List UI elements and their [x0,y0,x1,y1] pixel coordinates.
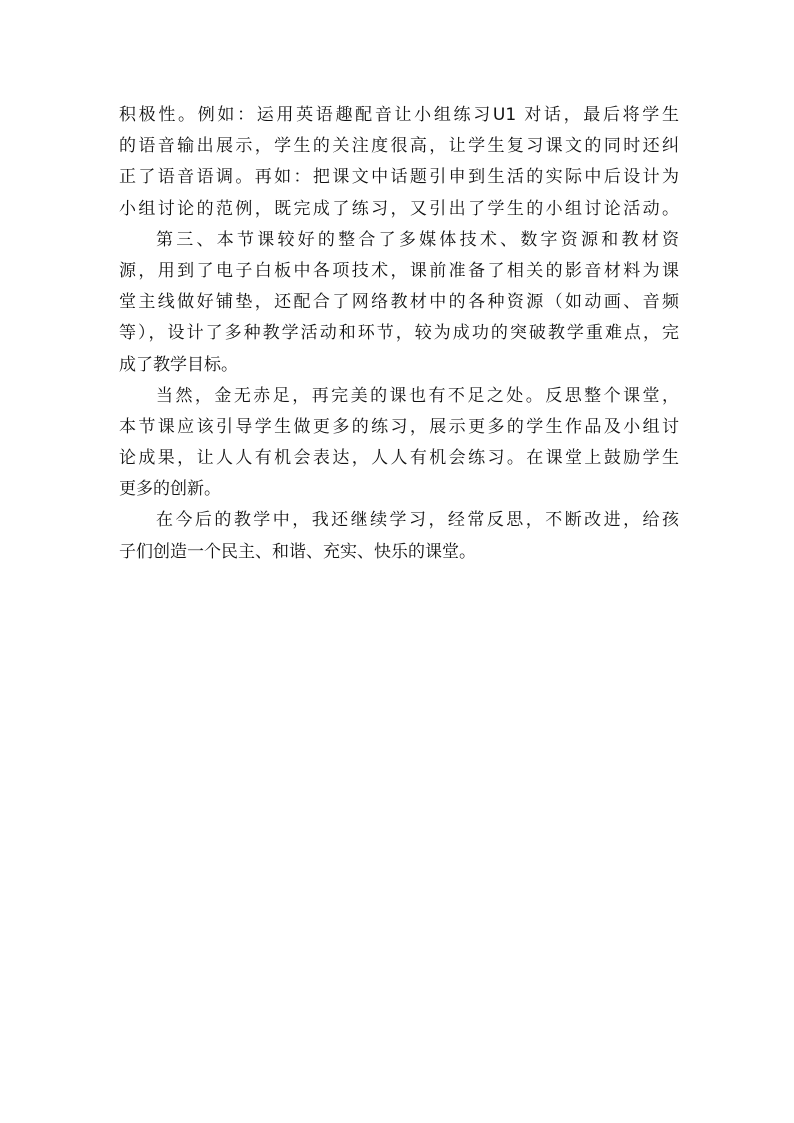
text-line: 小组讨论的范例，既完成了练习，又引出了学生的小组讨论活动。 [119,198,679,219]
text-line: 积极性。例如：运用英语趣配音让小组练习U1 对话，最后将学生 [119,105,679,125]
text-line: 第三、本节课较好的整合了多媒体技术、数字资源和教材资 [156,229,679,250]
text-line: 正了语音语调。再如：把课文中话题引申到生活的实际中后设计为 [119,167,679,188]
text-line: 子们创造一个民主、和谐、充实、快乐的课堂。 [119,541,476,562]
text-line: 源，用到了电子白板中各项技术，课前准备了相关的影音材料为课 [119,260,679,281]
text-line: 堂主线做好铺垫，还配合了网络教材中的各种资源（如动画、音频 [119,292,679,313]
body-text [119,100,679,568]
text-line: 成了教学目标。 [119,354,238,375]
text-line: 在今后的教学中，我还继续学习，经常反思，不断改进，给孩 [156,510,679,531]
text-line: 等），设计了多种教学活动和环节，较为成功的突破教学重难点，完 [119,323,679,344]
text-line: 本节课应该引导学生做更多的练习，展示更多的学生作品及小组讨 [119,416,679,437]
text-line: 更多的创新。 [119,479,221,500]
text-line: 论成果，让人人有机会表达，人人有机会练习。在课堂上鼓励学生 [119,448,679,469]
text-line: 当然，金无赤足，再完美的课也有不足之处。反思整个课堂， [156,385,679,406]
text-line: 的语音输出展示，学生的关注度很高，让学生复习课文的同时还纠 [119,136,679,157]
